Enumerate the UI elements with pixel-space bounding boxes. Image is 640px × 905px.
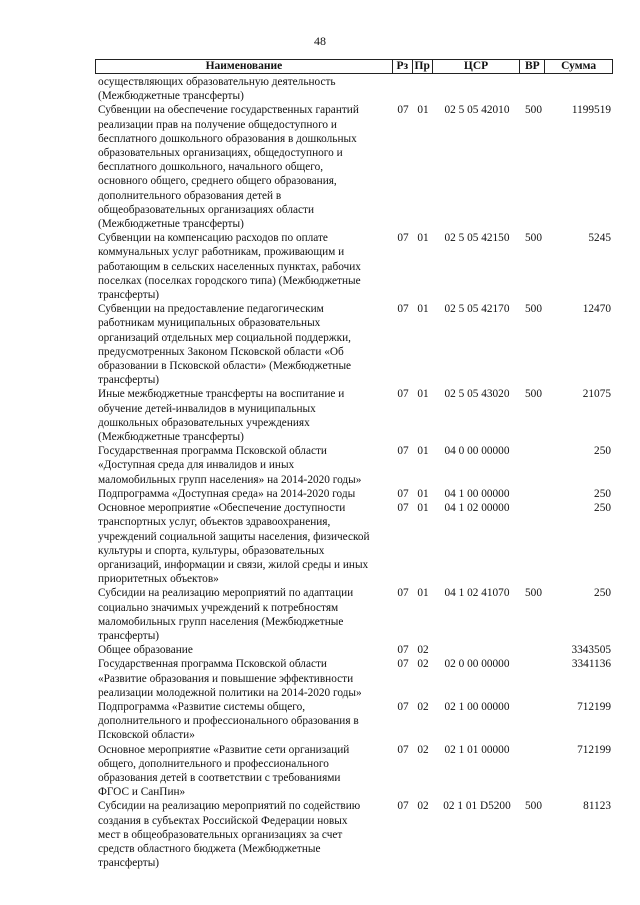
row-csr: 02 5 05 42170 — [444, 303, 510, 316]
row-csr: 02 5 05 43020 — [444, 388, 510, 401]
row-vr — [521, 501, 546, 586]
row-sum: 250 — [594, 445, 611, 458]
row-sum: 3343505 — [571, 644, 611, 657]
table-row — [95, 743, 613, 800]
row-sum: 1199519 — [571, 104, 611, 117]
row-vr: 500 — [525, 303, 542, 316]
row-csr: 02 1 01 00000 — [444, 743, 510, 756]
header-rz: Рз — [393, 60, 413, 73]
table-row — [95, 75, 613, 103]
row-pr: 02 — [417, 644, 429, 657]
header-name: Наименование — [96, 60, 393, 73]
row-name: Подпрограмма «Развитие системы общего, дополнительного и профессионального образования в Псковской области» — [98, 700, 359, 742]
row-vr — [521, 743, 546, 800]
row-vr: 500 — [525, 800, 542, 813]
row-csr: 04 0 00 00000 — [444, 445, 510, 458]
row-name: Субвенции на обеспечение государственных гарантий реализации прав на получение общедоступного и бесплатного дошкольного образования в дошкольных образовательных организациях, общедоступного и бесплатного дошкольного, начального общего, основного общего, среднего общего образования, дополнительного образования детей в общеобразовательных организациях области (Межбюджетные трансферты) — [98, 104, 359, 231]
row-pr: 02 — [417, 743, 429, 756]
row-csr: 04 1 02 00000 — [444, 502, 510, 515]
row-name: Субвенции на компенсацию расходов по оплате коммунальных услуг работникам, проживающим и работающим в сельских населенных пунктах, рабочих поселках (поселках городского типа) (Межбюджетные трансферты) — [98, 232, 361, 302]
row-vr — [521, 75, 546, 103]
row-sum — [546, 75, 613, 103]
row-rz: 07 — [397, 232, 409, 245]
row-vr — [521, 657, 546, 700]
row-name: Иные межбюджетные трансферты на воспитание и обучение детей-инвалидов в муниципальных дошкольных образовательных учреждениях (Межбюджетные трансферты) — [98, 388, 345, 444]
row-name: Субсидии на реализацию мероприятий по содействию создания в субъектах Российской Федерации новых мест в общеобразовательных организациях за счет средств областного бюджета (Межбюджетные трансферты) — [98, 800, 361, 870]
row-name: Общее образование — [98, 644, 193, 657]
row-rz: 07 — [397, 388, 409, 401]
row-pr — [413, 75, 433, 103]
table-row — [95, 103, 613, 231]
row-pr: 02 — [417, 700, 429, 713]
row-name: осуществляющих образовательную деятельность (Межбюджетные трансферты) — [98, 76, 336, 103]
row-sum: 81123 — [583, 800, 611, 813]
row-sum: 5245 — [588, 232, 611, 245]
row-rz: 07 — [397, 445, 409, 458]
row-csr: 04 1 00 00000 — [444, 487, 510, 500]
row-name: Основное мероприятие «Обеспечение доступности транспортных услуг, объектов здравоохранения, учреждений социальной защиты населения, физической культуры и спорта, культуры, образовательных организаций, информации и связи, жилой среды и иных приоритетных объектов» — [98, 502, 370, 586]
row-vr: 500 — [525, 388, 542, 401]
table-row — [95, 657, 613, 700]
row-vr: 500 — [525, 587, 542, 600]
row-sum: 21075 — [582, 388, 611, 401]
row-sum: 250 — [594, 487, 611, 500]
page-number: 48 — [314, 34, 326, 48]
row-csr: 02 1 01 D5200 — [443, 800, 511, 813]
row-name: Субсидии на реализацию мероприятий по адаптации социально значимых учреждений к потребностям маломобильных групп населения (Межбюджетные трансферты) — [98, 587, 354, 642]
header-vr: ВР — [520, 60, 545, 73]
row-pr: 01 — [417, 303, 429, 316]
row-pr: 01 — [417, 104, 429, 117]
row-sum: 250 — [594, 587, 611, 600]
row-pr: 01 — [417, 232, 429, 245]
table-row — [95, 700, 613, 743]
row-pr: 01 — [417, 445, 429, 458]
row-name: Государственная программа Псковской области «Развитие образования и повышение эффективности реализации молодежной политики на 2014-2020 годы» — [98, 658, 362, 699]
row-pr: 01 — [417, 587, 429, 600]
table-row — [95, 501, 613, 586]
row-vr — [521, 700, 546, 743]
row-rz: 07 — [397, 502, 409, 515]
row-name: Основное мероприятие «Развитие сети организаций общего, дополнительного и профессионального образования детей в соответствии с требованиями ФГОС и СанПин» — [98, 743, 350, 799]
row-rz: 07 — [397, 800, 409, 813]
row-csr: 02 5 05 42010 — [444, 104, 510, 117]
row-vr — [521, 487, 546, 501]
row-sum: 3341136 — [571, 658, 611, 671]
table-row — [95, 231, 613, 302]
table-row — [95, 387, 613, 444]
header-pr: Пр — [413, 60, 433, 73]
row-rz: 07 — [397, 743, 409, 756]
row-name: Подпрограмма «Доступная среда» на 2014-2020 годы — [98, 487, 356, 500]
row-pr: 02 — [417, 800, 429, 813]
row-sum: 250 — [594, 502, 611, 515]
table-row — [95, 799, 613, 870]
row-pr: 01 — [417, 388, 429, 401]
row-pr: 01 — [417, 487, 429, 500]
row-sum: 712199 — [577, 743, 611, 756]
row-csr: 02 1 00 00000 — [444, 700, 510, 713]
table-row — [95, 444, 613, 487]
header-sum: Сумма — [561, 60, 597, 72]
row-rz: 07 — [397, 644, 409, 657]
row-rz: 07 — [397, 587, 409, 600]
row-rz: 07 — [397, 303, 409, 316]
row-vr — [521, 643, 546, 657]
row-csr — [433, 643, 521, 657]
row-rz: 07 — [397, 658, 409, 671]
row-vr: 500 — [525, 104, 542, 117]
row-csr: 02 5 05 42150 — [444, 232, 510, 245]
row-vr: 500 — [525, 232, 542, 245]
table-row — [95, 586, 613, 643]
table-header — [95, 59, 613, 74]
row-sum: 12470 — [582, 303, 611, 316]
row-csr: 04 1 02 41070 — [444, 587, 510, 600]
row-name: Субвенции на предоставление педагогическим работникам муниципальных образовательных организаций отдельных мер социальной поддержки, предусмотренных Законом Псковской области «Об образовании в Псковской области» (Межбюджетные трансферты) — [98, 303, 352, 387]
row-pr: 02 — [417, 658, 429, 671]
row-rz — [393, 75, 413, 103]
table-row — [95, 487, 613, 501]
row-rz: 07 — [397, 700, 409, 713]
table-row — [95, 302, 613, 387]
row-csr: 02 0 00 00000 — [444, 658, 510, 671]
header-csr: ЦСР — [433, 60, 521, 73]
table-body — [95, 75, 613, 870]
row-name: Государственная программа Псковской области «Доступная среда для инвалидов и иных маломобильных групп населения» на 2014-2020 годы» — [98, 445, 362, 486]
row-vr — [521, 444, 546, 487]
row-rz: 07 — [397, 104, 409, 117]
row-csr — [433, 75, 521, 103]
row-sum: 712199 — [577, 700, 611, 713]
table-row — [95, 643, 613, 657]
row-pr: 01 — [417, 502, 429, 515]
row-rz: 07 — [397, 487, 409, 500]
